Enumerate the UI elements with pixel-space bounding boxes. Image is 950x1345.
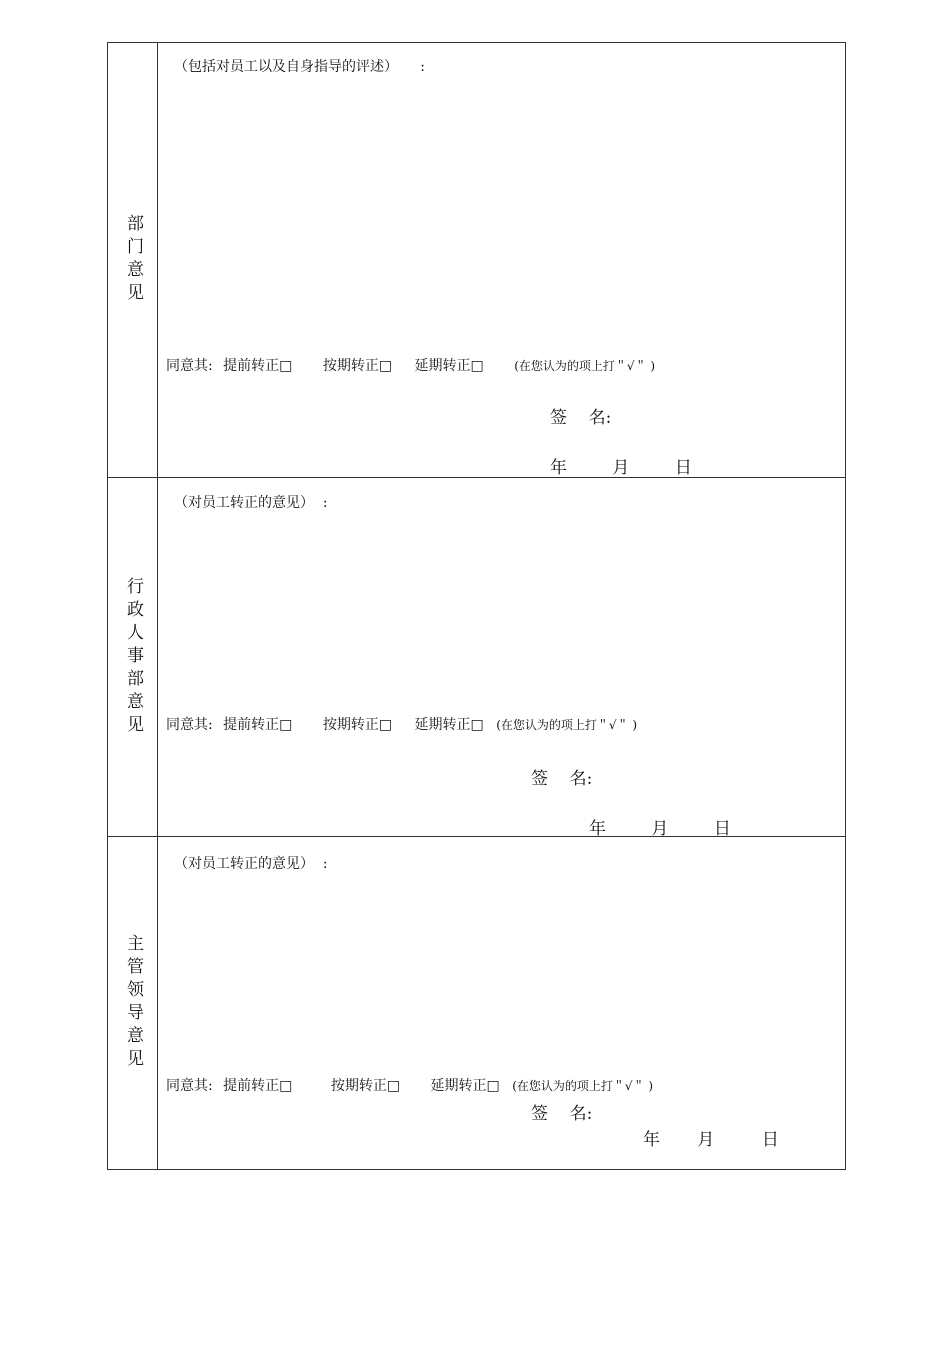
option-delay[interactable]: 延期转正□: [430, 1078, 500, 1094]
option-ontime[interactable]: 按期转正□: [322, 717, 393, 733]
agree-prefix: 同意其:: [166, 358, 213, 374]
day-label: 日: [761, 1130, 779, 1150]
option-early[interactable]: 提前转正□: [223, 717, 293, 733]
option-early[interactable]: 提前转正□: [223, 358, 293, 374]
hr-opinion-label: 行政人事部意见: [123, 576, 143, 738]
option-delay[interactable]: 延期转正□: [414, 358, 484, 374]
supervisor-opinion-label: 主管领导意见: [123, 934, 143, 1072]
opinion-hint: （包括对员工以及自身指导的评述） :: [174, 59, 425, 75]
decision-options: [166, 714, 637, 734]
opinion-hint: （对员工转正的意见） :: [174, 856, 328, 872]
section-label-cell: [108, 43, 158, 477]
day-label: 日: [713, 819, 731, 839]
supervisor-opinion-content[interactable]: [158, 837, 845, 1169]
supervisor-opinion-section: [108, 837, 845, 1169]
signature-date: [589, 814, 731, 839]
hr-opinion-section: [108, 478, 845, 837]
option-delay[interactable]: 延期转正□: [414, 717, 484, 733]
check-instruction: (在您认为的项上打＂√＂ ): [514, 359, 656, 373]
signature-label: 签 名:: [550, 408, 612, 428]
agree-prefix: 同意其:: [166, 717, 213, 733]
section-label-cell: [108, 837, 158, 1169]
check-instruction: (在您认为的项上打＂√＂ ): [496, 718, 638, 732]
option-early[interactable]: 提前转正□: [223, 1078, 293, 1094]
check-instruction: (在您认为的项上打＂√＂ ): [512, 1079, 654, 1093]
signature-label: 签 名:: [531, 1104, 593, 1124]
opinion-hint: （对员工转正的意见） :: [174, 495, 328, 511]
hr-opinion-content[interactable]: [158, 478, 845, 839]
department-opinion-content[interactable]: [158, 43, 845, 477]
option-ontime[interactable]: 按期转正□: [330, 1078, 401, 1094]
approval-form-table: [107, 42, 846, 1170]
department-opinion-section: [108, 43, 845, 478]
department-opinion-label: 部门意见: [123, 214, 143, 306]
year-label: 年: [550, 458, 567, 478]
section-label-cell: [108, 478, 158, 836]
month-label: 月: [651, 819, 669, 839]
decision-options: [166, 1075, 653, 1095]
option-ontime[interactable]: 按期转正□: [322, 358, 393, 374]
year-label: 年: [643, 1130, 660, 1150]
agree-prefix: 同意其:: [166, 1078, 213, 1094]
month-label: 月: [612, 458, 630, 478]
year-label: 年: [589, 819, 606, 839]
signature-label: 签 名:: [531, 769, 593, 789]
day-label: 日: [674, 458, 692, 478]
signature-date: [643, 1125, 779, 1150]
decision-options: [166, 355, 655, 375]
month-label: 月: [697, 1130, 715, 1150]
signature-date: [550, 453, 692, 478]
